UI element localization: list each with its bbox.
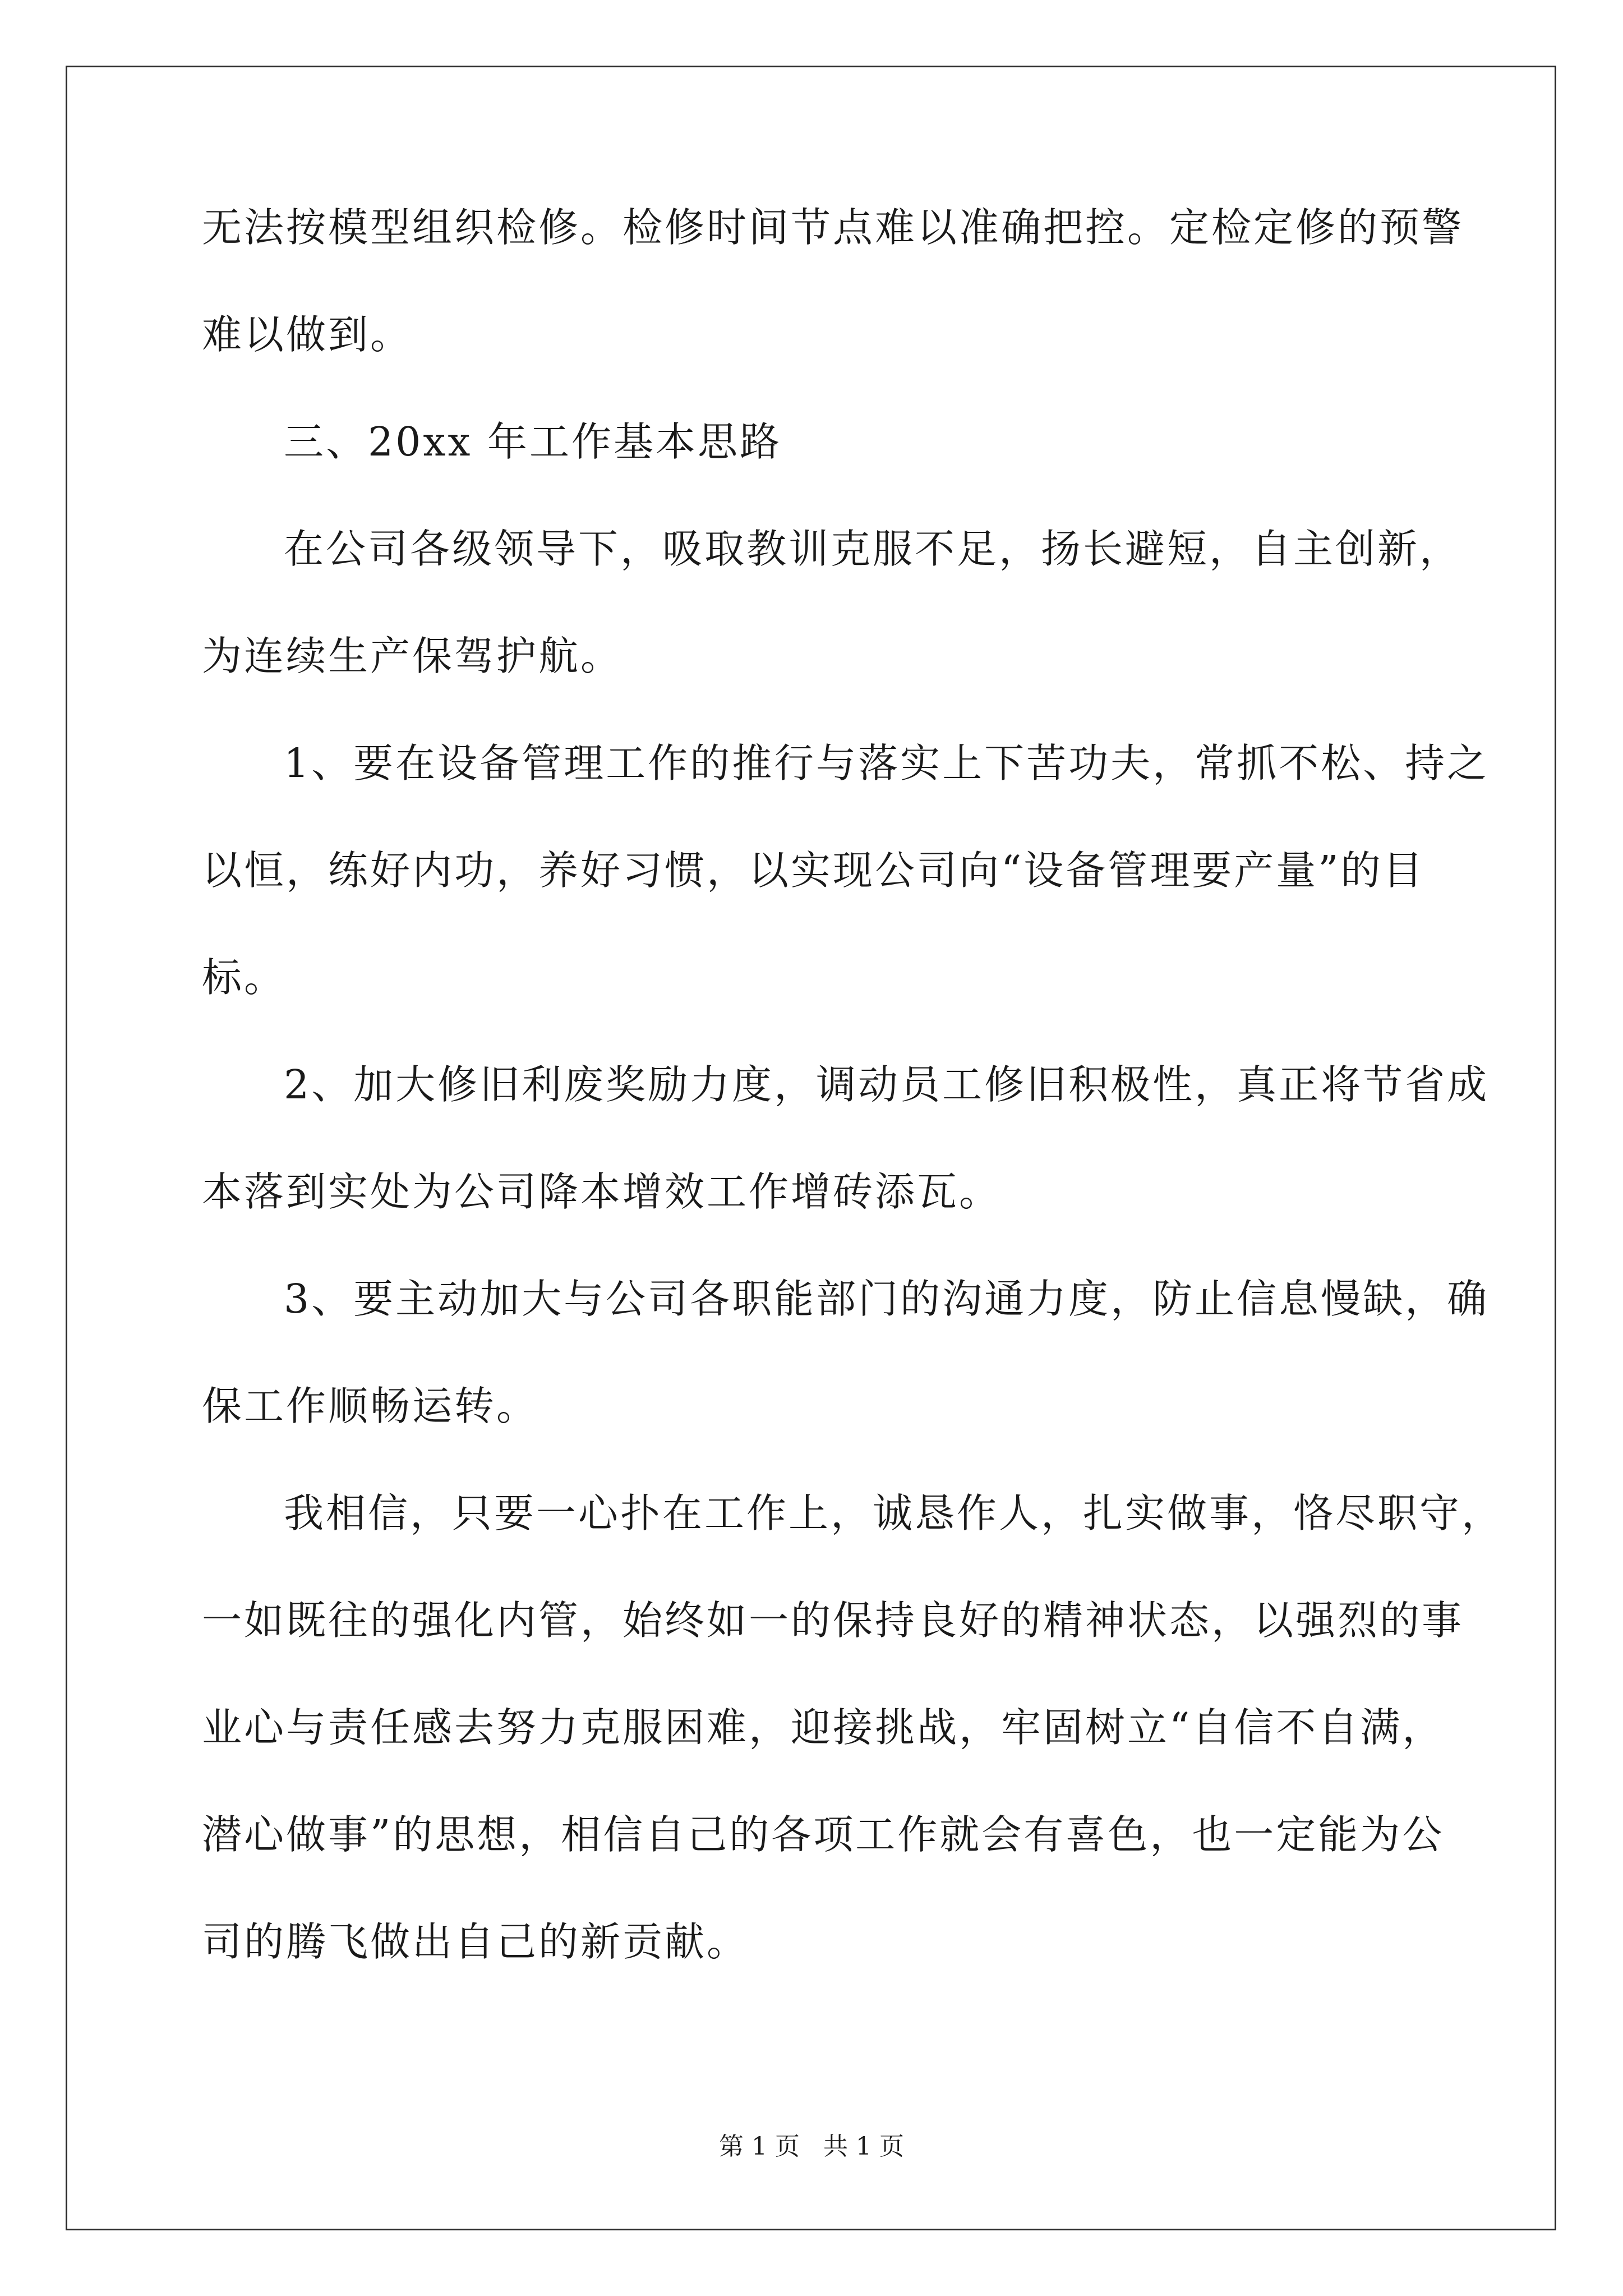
text-line: 1、要在设备管理工作的推行与落实上下苦功夫，常抓不松、持之 bbox=[284, 740, 1490, 786]
text-line: 业心与责任感去努力克服困难，迎接挑战，牢固树立“自信不自满， bbox=[202, 1704, 1445, 1751]
text-line: 为连续生产保驾护航。 bbox=[202, 633, 623, 679]
page-number-footer: 第 1 页 共 1 页 bbox=[719, 2132, 904, 2161]
text-line: 标。 bbox=[202, 954, 287, 1001]
text-line: 保工作顺畅运转。 bbox=[202, 1383, 539, 1429]
text-line: 以恒，练好内功，养好习惯，以实现公司向“设备管理要产量”的目 bbox=[202, 847, 1425, 894]
text-line: 无法按模型组织检修。检修时间节点难以准确把控。定检定修的预警 bbox=[202, 204, 1464, 251]
text-line: 本落到实处为公司降本增效工作增砖添瓦。 bbox=[202, 1168, 1002, 1215]
document-body bbox=[202, 204, 1504, 2029]
text-line: 潜心做事”的思想，相信自己的各项工作就会有喜色，也一定能为公 bbox=[202, 1811, 1445, 1858]
section-heading: 三、20xx 年工作基本思路 bbox=[284, 418, 782, 465]
text-line: 一如既往的强化内管，始终如一的保持良好的精神状态，以强烈的事 bbox=[202, 1597, 1464, 1644]
text-line: 难以做到。 bbox=[202, 311, 413, 358]
text-line: 2、加大修旧利废奖励力度，调动员工修旧积极性，真正将节省成 bbox=[284, 1061, 1490, 1108]
text-line: 在公司各级领导下，吸取教训克服不足，扬长避短，自主创新， bbox=[284, 526, 1462, 572]
text-line: 我相信，只要一心扑在工作上，诚恳作人，扎实做事，恪尽职守， bbox=[284, 1490, 1504, 1536]
text-line: 3、要主动加大与公司各职能部门的沟通力度，防止信息慢缺，确 bbox=[284, 1276, 1490, 1322]
text-line: 司的腾飞做出自己的新贡献。 bbox=[202, 1918, 749, 1965]
